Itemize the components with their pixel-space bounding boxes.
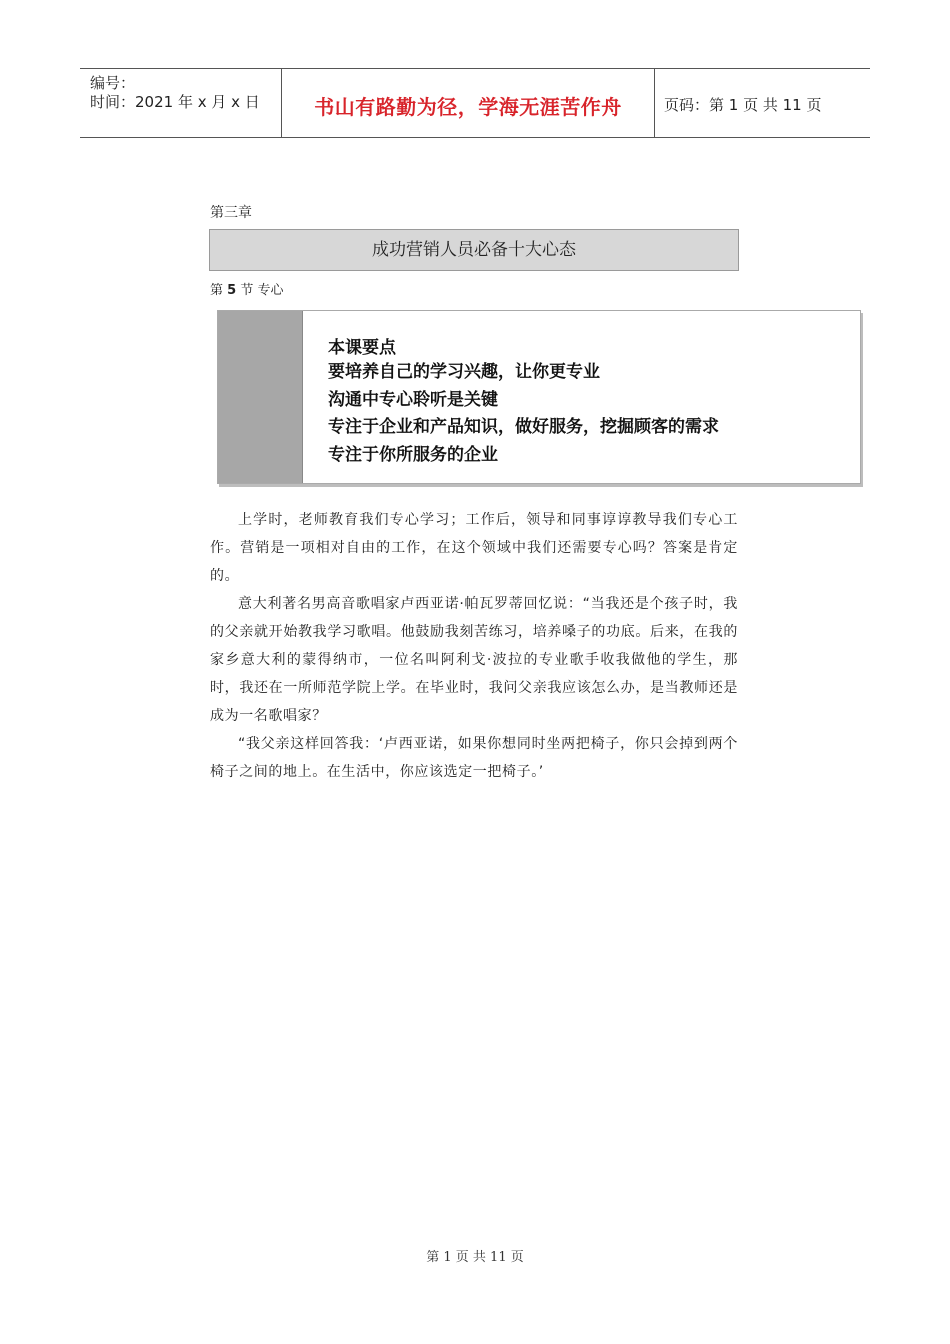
page-footer: 第 1 页 共 11 页 (426, 1250, 524, 1265)
section-heading (210, 279, 283, 298)
section-suffix: 节 专心 (236, 283, 284, 298)
header-meta-cell (80, 69, 280, 137)
chapter-label: 第三章 (210, 205, 252, 221)
header-motto: 书山有路勤为径，学海无涯苦作舟 (314, 95, 622, 119)
section-prefix: 第 (210, 283, 228, 298)
key-point-item: 沟通中专心聆听是关键 (328, 389, 498, 410)
section-number: 5 (227, 283, 237, 298)
header-page-info: 页码：第 1 页 共 11 页 (664, 96, 822, 114)
paragraph: 意大利著名男高音歌唱家卢西亚诺·帕瓦罗蒂回忆说：“当我还是个孩子时，我的父亲就开始教我学习歌唱。他鼓励我刻苦练习，培养嗓子的功底。后来，在我的家乡意大利的蒙得纳市，一位名叫阿利戈·波拉的专业歌手收我做他的学生，那时，我还在一所师范学院上学。在毕业时，我问父亲我应该怎么办，是当教师还是成为一名歌唱家？ (210, 596, 738, 724)
key-point-item: 要培养自己的学习兴趣，让你更专业 (328, 362, 600, 382)
header-motto-cell (281, 69, 655, 137)
key-points-box (217, 310, 861, 484)
document-number-label: 编号： (90, 74, 136, 92)
key-point-item: 专注于企业和产品知识，做好服务，挖掘顾客的需求 (328, 417, 719, 437)
key-point-item: 专注于你所服务的企业 (328, 444, 498, 465)
key-points-list (328, 359, 719, 469)
header-page-cell (654, 69, 870, 137)
document-date-label: 时间：2021 年 x 月 x 日 (90, 93, 260, 111)
paragraph: “我父亲这样回答我：‘卢西亚诺，如果你想同时坐两把椅子，你只会掉到两个椅子之间的地上。在生活中，你应该选定一把椅子。’ (210, 736, 738, 780)
key-points-stripe (218, 311, 303, 483)
document-header (80, 68, 870, 138)
key-points-heading: 本课要点 (328, 338, 396, 358)
body-text (210, 506, 738, 786)
paragraph: 上学时，老师教育我们专心学习；工作后，领导和同事谆谆教导我们专心工作。营销是一项相对自由的工作，在这个领域中我们还需要专心吗？答案是肯定的。 (210, 512, 738, 584)
chapter-title: 成功营销人员必备十大心态 (209, 229, 739, 271)
